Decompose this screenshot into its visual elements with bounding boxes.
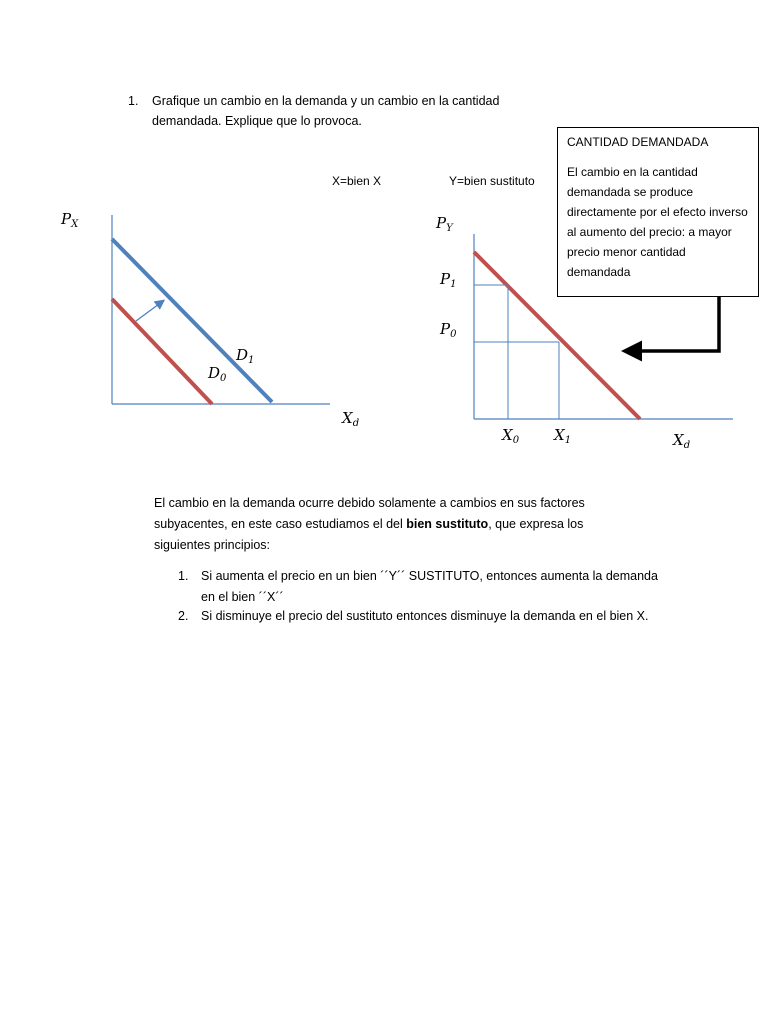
left-y-axis-label: $P_X$ [61, 210, 79, 230]
right-x-axis-label: $X_d$ [673, 431, 691, 451]
left-x-axis-label: $X_d$ [342, 409, 360, 429]
x1-label: $X_1$ [554, 426, 572, 446]
principle-2-text: Si disminuye el precio del sustituto entonces disminuye la demanda en el bien X. [201, 609, 649, 623]
explanation-text-after: , que expresa los siguientes principios: [154, 517, 584, 552]
left-graph [60, 210, 359, 429]
question-number: 1. [128, 94, 139, 108]
principle-1-text: Si aumenta el precio en un bien ´´Y´´ SUSTITUTO, entonces aumenta la demanda en el bien ´´X´´ [201, 569, 658, 604]
p0-label: $P_0$ [440, 320, 457, 340]
callout-title: CANTIDAD DEMANDADA [567, 135, 709, 149]
principle-2-number: 2. [178, 609, 189, 623]
explanation-bold: bien sustituto [406, 517, 489, 531]
d0-label: $D_0$ [208, 364, 227, 384]
question-text: Grafique un cambio en la demanda y un cambio en la cantidad demandada. Explique que lo provoca. [152, 94, 500, 128]
right-y-axis-label: $P_Y$ [436, 214, 453, 234]
principle-1-number: 1. [178, 569, 189, 583]
x0-label: $X_0$ [502, 426, 520, 446]
good-y-label: Y=bien sustituto [449, 174, 535, 188]
shift-arrow [136, 301, 163, 321]
demand-curve-d0 [112, 299, 212, 404]
explanation-text-before: El cambio en la demanda ocurre debido solamente a cambios en sus factores subyacentes, en este caso estudiamos el del [154, 496, 585, 531]
d1-label: $D_1$ [236, 346, 255, 366]
good-x-label: X=bien X [332, 174, 382, 188]
callout-body: El cambio en la cantidad demandada se produce directamente por el efecto inverso al aumento del precio: a mayor precio menor cantidad demandada [567, 165, 748, 279]
callout-connector-arrow [628, 297, 719, 351]
p1-label: $P_1$ [440, 270, 457, 290]
callout-box [557, 127, 759, 297]
explanation-paragraph [154, 493, 634, 556]
